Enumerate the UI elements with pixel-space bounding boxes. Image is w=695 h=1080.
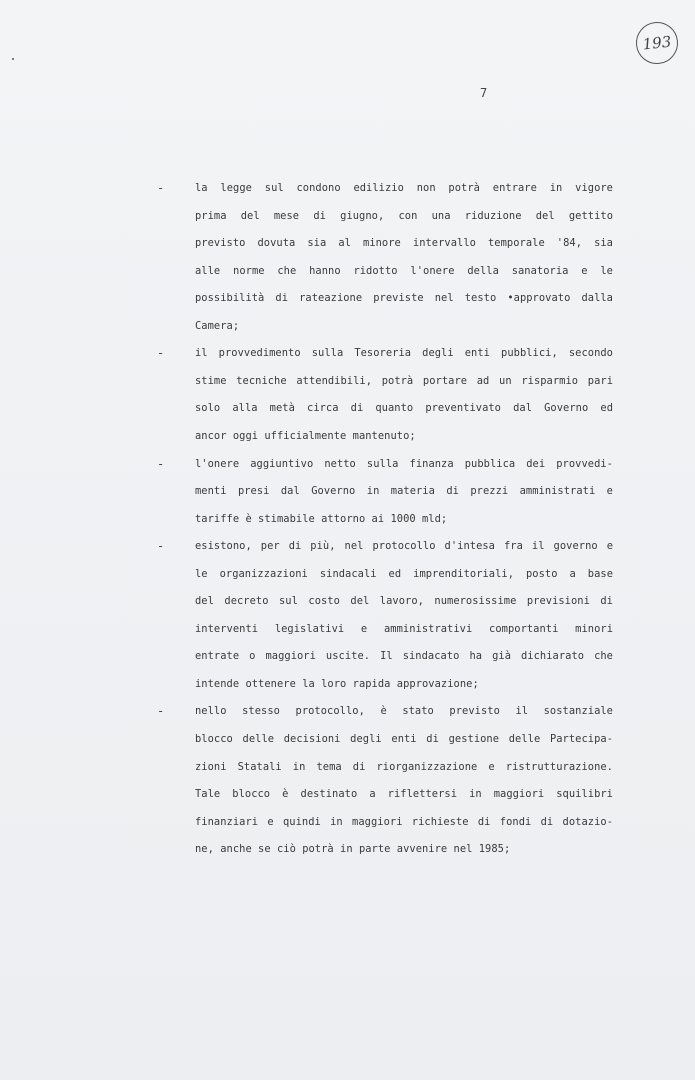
text-line: stime tecniche attendibili, potrà portare ad un risparmio pari xyxy=(195,374,613,387)
text-line: le organizzazioni sindacali ed imprenditoriali, posto a base xyxy=(195,567,613,580)
text-line: l'onere aggiuntivo netto sulla finanza pubblica dei provvedi- xyxy=(195,457,613,470)
scan-speck xyxy=(12,58,14,60)
text-line: entrate o maggiori uscite. Il sindacato ha già dichiarato che xyxy=(195,650,613,663)
text-line: prima del mese di giugno, con una riduzione del gettito xyxy=(195,209,613,222)
text-line: il provvedimento sulla Tesoreria degli enti pubblici, secondo xyxy=(195,347,613,360)
bullet-dash: - xyxy=(157,539,165,554)
text-line: finanziari e quindi in maggiori richieste di fondi di dotazio- xyxy=(195,815,613,828)
text-line: solo alla metà circa di quanto preventivato dal Governo ed xyxy=(195,402,613,415)
text-line: nello stesso protocollo, è stato previsto il sostanziale xyxy=(195,705,613,718)
bullet-dash: - xyxy=(157,181,165,195)
text-line: ancor oggi ufficialmente mantenuto; xyxy=(195,429,416,442)
text-line: la legge sul condono edilizio non potrà entrare in vigore xyxy=(195,182,613,194)
text-line: esistono, per di più, nel protocollo d'intesa fra il governo e xyxy=(195,540,613,553)
bullet-dash: - xyxy=(157,456,165,471)
text-line: del decreto sul costo del lavoro, numerosissime previsioni di xyxy=(195,595,613,608)
text-line: Camera; xyxy=(195,319,240,332)
text-line: blocco delle decisioni degli enti di gestione delle Partecipa- xyxy=(195,733,613,745)
bullet-dash: - xyxy=(157,346,165,361)
text-line: tariffe è stimabile attorno ai 1000 mld; xyxy=(195,512,448,525)
page-number: 7 xyxy=(480,86,488,100)
text-line: previsto dovuta sia al minore intervallo temporale '84, sia xyxy=(195,237,613,250)
text-line: interventi legislativi e amministrativi comportanti minori xyxy=(195,622,613,635)
bullet-dash: - xyxy=(157,704,165,719)
text-line: menti presi dal Governo in materia di prezzi amministrati e xyxy=(195,485,613,498)
text-line: alle norme che hanno ridotto l'onere della sanatoria e le xyxy=(195,264,613,277)
text-line: intende ottenere la loro rapida approvazione; xyxy=(195,677,479,690)
stamp-number: 193 xyxy=(641,32,673,54)
archive-stamp xyxy=(634,20,680,66)
text-line: Tale blocco è destinato a riflettersi in maggiori squilibri xyxy=(195,788,613,801)
text-line: possibilità di rateazione previste nel testo •approvato dalla xyxy=(195,292,613,305)
text-line: ne, anche se ciò potrà in parte avvenire nel 1985; xyxy=(195,843,511,856)
text-line: zioni Statali in tema di riorganizzazione e ristrutturazione. xyxy=(195,760,613,773)
